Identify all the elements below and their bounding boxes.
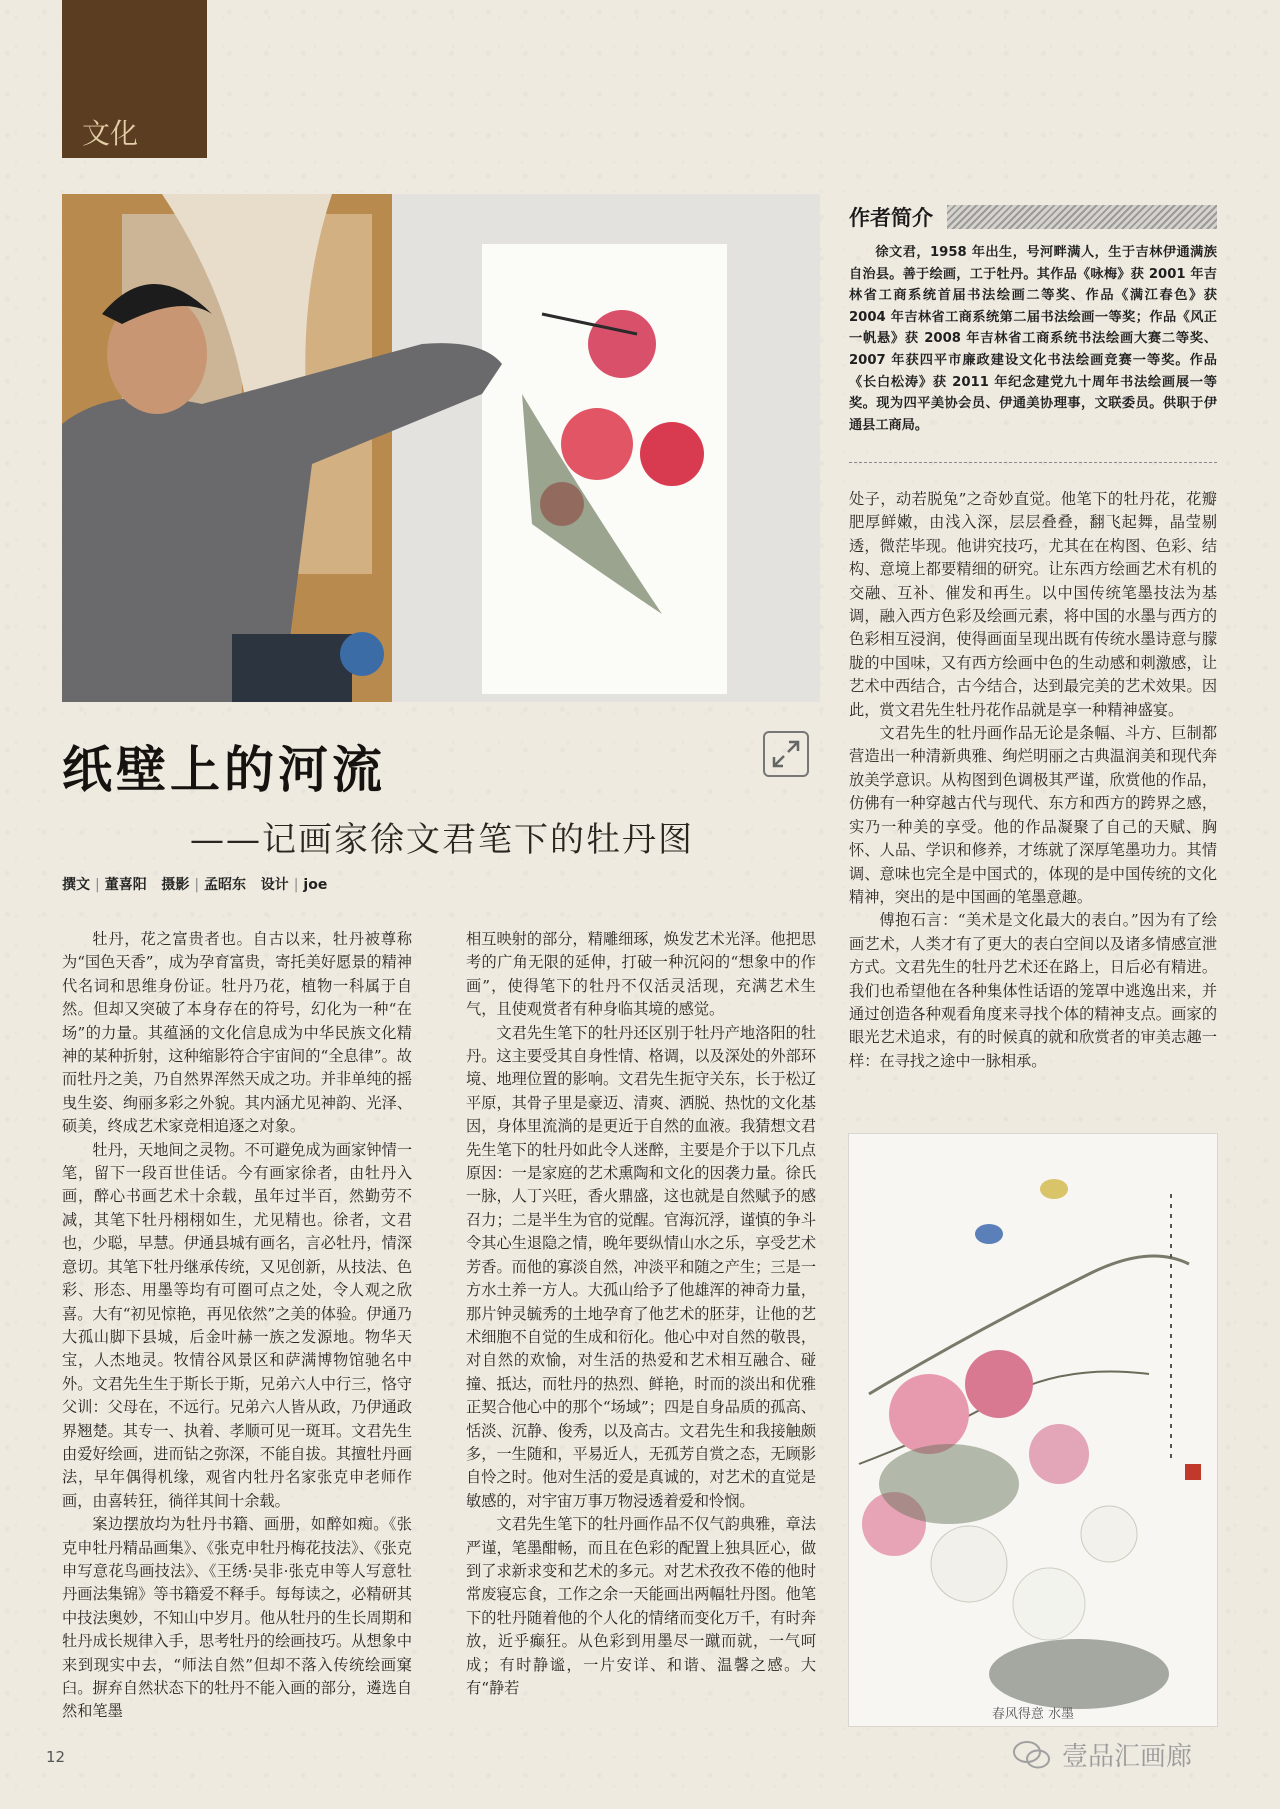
paragraph: 文君先生笔下的牡丹还区别于牡丹产地洛阳的牡丹。这主要受其自身性情、格调，以及深处的外部环境、地理位置的影响。文君先生扼守关东，长于松辽平原，其骨子里是豪迈、清爽、洒脱、热忱的文化基因，身体里流淌的是更近于自然的血液。我猜想文君先生笔下的牡丹如此令人迷醉，主要是介于以下几点原因：一是家庭的艺术熏陶和文化的因袭力量。徐氏一脉，人丁兴旺，香火鼎盛，这也就是自然赋予的感召力；二是半生为官的觉醒。官海沉浮，谨慎的争斗令其心生退隐之情，晚年要纵情山水之乐，享受艺术芳香。而他的寡淡自然，冲淡平和随之产生；三是一方水土养一方人。大孤山给予了他雄浑的神奇力量，那片钟灵毓秀的土地孕育了他艺术的胚芽，让他的艺术细胞不自觉的生成和衍化。他心中对自然的敬畏，对自然的欢愉，对生活的热爱和艺术相互融合、碰撞、抵达，而牡丹的热烈、鲜艳，时而的淡出和优雅正契合他心中的那个“场域”；四是自身品质的孤高、恬淡、沉静、俊秀，以及高古。文君先生和我接触颇多，一生随和，平易近人，无孤芳自赏之态，无顾影自怜之时。他对生活的爱是真诚的，对艺术的直觉是敏感的，对宇宙万事万物浸透着爱和怜悯。 [466,1023,816,1510]
article-subtitle: ——记画家徐文君笔下的牡丹图 [190,820,694,860]
hero-photo-artist-painting [62,194,820,702]
credit-name: joe [303,877,328,893]
painting-caption: 春风得意 水墨 [991,1707,1075,1722]
paragraph: 案边摆放均为牡丹书籍、画册，如醉如痴。《张克申牡丹精品画集》、《张克申牡丹梅花技法》、《张克申写意花鸟画技法》、《王绣·吴非·张克申等人写意牡丹画法集锦》等书籍爱不释手。每每读之，必精研其中技法奥妙，不知山中岁月。他从牡丹的生长周期和牡丹成长规律入手，思考牡丹的绘画技巧。从想象中来到现实中去，“师法自然”但却不落入传统绘画窠臼。摒弃自然状态下的牡丹不能入画的部分，遴选自然和笔墨 [62,1515,412,1721]
paragraph: 文君先生笔下的牡丹画作品不仅气韵典雅，章法严谨，笔墨酣畅，而且在色彩的配置上独具匠心，做到了求新求变和艺术的多元。对艺术孜孜不倦的他时常废寝忘食，工作之余一天能画出两幅牡丹图。他笔下的牡丹随着他的个人化的情绪而变化万千，有时奔放，近乎癫狂。从色彩到用墨尽一蹴而就，一气呵成；有时静谧，一片安详、和谐、温馨之感。大有“静若 [466,1515,816,1697]
credit-role: 撰文 [62,877,90,893]
author-bio-paragraph: 徐文君，1958 年出生，号河畔满人，生于吉林伊通满族自治县。善于绘画，工于牡丹。其作品《咏梅》获 2001 年吉林省工商系统首届书法绘画二等奖、作品《满江春色》获 2004 年吉林省工商系统第二届书法绘画一等奖；作品《风正一帆悬》获 2008 年吉林省工商系统书法绘画大赛二等奖、2007 年获四平市廉政建设文化书法绘画竞赛一等奖。作品《长白松涛》获 2011 年纪念建党九十周年书法绘画展一等奖。现为四平美协会员、伊通美协理事，文联委员。供职于伊通县工商局。 [849,245,1217,433]
expand-button[interactable] [763,731,809,777]
peony-painting-image [849,1134,1217,1726]
body-column-2 [466,928,816,1700]
credits-line: 撰文 | 董喜阳 摄影 | 孟昭东 设计 | joe [62,877,328,893]
paragraph: 牡丹，天地间之灵物。不可避免成为画家钟情一笔，留下一段百世佳话。今有画家徐者，由牡丹入画，醉心书画艺术十余载，虽年过半百，然勤劳不减，其笔下牡丹栩栩如生，尤见精也。徐者，文君也，少聪，早慧。伊通县城有画名，言必牡丹，情深意切。其笔下牡丹继承传统，又见创新，从技法、色彩、形态、用墨等均有可圈可点之处，令人观之欣喜。大有“初见惊艳，再见依然”之美的体验。伊通乃大孤山脚下县城，后金叶赫一族之发源地。物华天宝，人杰地灵。牧情谷风景区和萨满博物馆驰名中外。文君先生生于斯长于斯，兄弟六人中行三，恪守父训：父母在，不远行。兄弟六人皆从政，乃伊通政界翘楚。其专一、执着、孝顺可见一斑耳。文君先生由爱好绘画，进而钻之弥深，不能自拔。其擅牡丹画法，早年偶得机缘，观省内牡丹名家张克申老师作画，由喜转狂，徜徉其间十余载。 [62,1140,412,1510]
paragraph: 文君先生的牡丹画作品无论是条幅、斗方、巨制都营造出一种清新典雅、绚烂明丽之古典温润美和现代奔放美学意识。从构图到色调极其严谨，欣赏他的作品，仿佛有一种穿越古代与现代、东方和西方的跨界之感，实乃一种美的享受。他的作品凝聚了自己的天赋、胸怀、人品、学识和修养，才练就了深厚笔墨功力。其情调、意味也完全是中国式的，体现的是中国传统的文化精神，突出的是中国画的笔墨意趣。 [849,724,1217,906]
wechat-icon [1012,1739,1052,1771]
author-bio-text [849,242,1217,436]
watermark [1012,1736,1192,1773]
credit-role: 摄影 [161,877,190,893]
page-number: 12 [46,1748,66,1766]
paragraph: 处子，动若脱兔”之奇妙直觉。他笔下的牡丹花，花瓣肥厚鲜嫩，由浅入深，层层叠叠，翻飞起舞，晶莹剔透，微茫毕现。他讲究技巧，尤其在在构图、色彩、结构、意境上都要精细的研究。让东西方绘画艺术有机的交融、互补、催发和再生。以中国传统笔墨技法为基调，融入西方色彩及绘画元素，将中国的水墨与西方的色彩相互浸润，使得画面呈现出既有传统水墨诗意与朦胧的中国味，又有西方绘画中色的生动感和刺激感，让艺术中西结合，古今结合，达到最完美的艺术效果。因此，赏文君先生牡丹花作品就是享一种精神盛宴。 [849,490,1217,719]
dashed-divider [849,462,1217,463]
expand-icon [771,739,801,769]
paragraph: 牡丹，花之富贵者也。自古以来，牡丹被尊称为“国色天香”，成为孕育富贵，寄托美好愿景的精神代名词和思维身份证。牡丹乃花，植物一科属于自然。但却又突破了本身存在的符号，幻化为一种“在场”的力量。其蕴涵的文化信息成为中华民族文化精神的某种折射，这种缩影符合宇宙间的“全息律”。故而牡丹之美，乃自然界浑然天成之功。并非单纯的摇曳生姿、绚丽多彩之外貌。其内涵尤见神韵、光泽、硕美，终成艺术家竞相追逐之对象。 [62,930,412,1136]
body-column-3 [849,488,1217,1073]
watermark-text: 壹品汇画廊 [1062,1742,1193,1772]
credit-role: 设计 [260,877,289,893]
section-tab [62,0,207,158]
heading-hatch-bar [947,205,1217,229]
paragraph: 相互映射的部分，精雕细琢，焕发艺术光泽。他把思考的广角无限的延伸，打破一种沉闷的“想象中的作画”，使得笔下的牡丹不仅活灵活现，充满艺术生气，且使观赏者有种身临其境的感觉。 [466,930,816,1019]
article-title: 纸壁上的河流 [62,741,386,799]
credit-name: 董喜阳 [104,877,147,893]
body-column-1 [62,928,412,1724]
paragraph: 傅抱石言：“美术是文化最大的表白。”因为有了绘画艺术，人类才有了更大的表白空间以及诸多情感宣泄方式。文君先生的牡丹艺术还在路上，日后必有精进。我们也希望他在各种集体性话语的笼罩中逃逸出来，并通过创造各种观看角度来寻找个体的精神支点。画家的眼光艺术追求，有的时候真的就和欣赏者的审美志趣一样：在寻找之途中一脉相承。 [849,911,1217,1070]
author-bio-heading [849,202,1217,232]
section-label: 文化 [82,117,139,150]
credit-name: 孟昭东 [204,877,247,893]
author-bio-title: 作者简介 [849,206,933,230]
